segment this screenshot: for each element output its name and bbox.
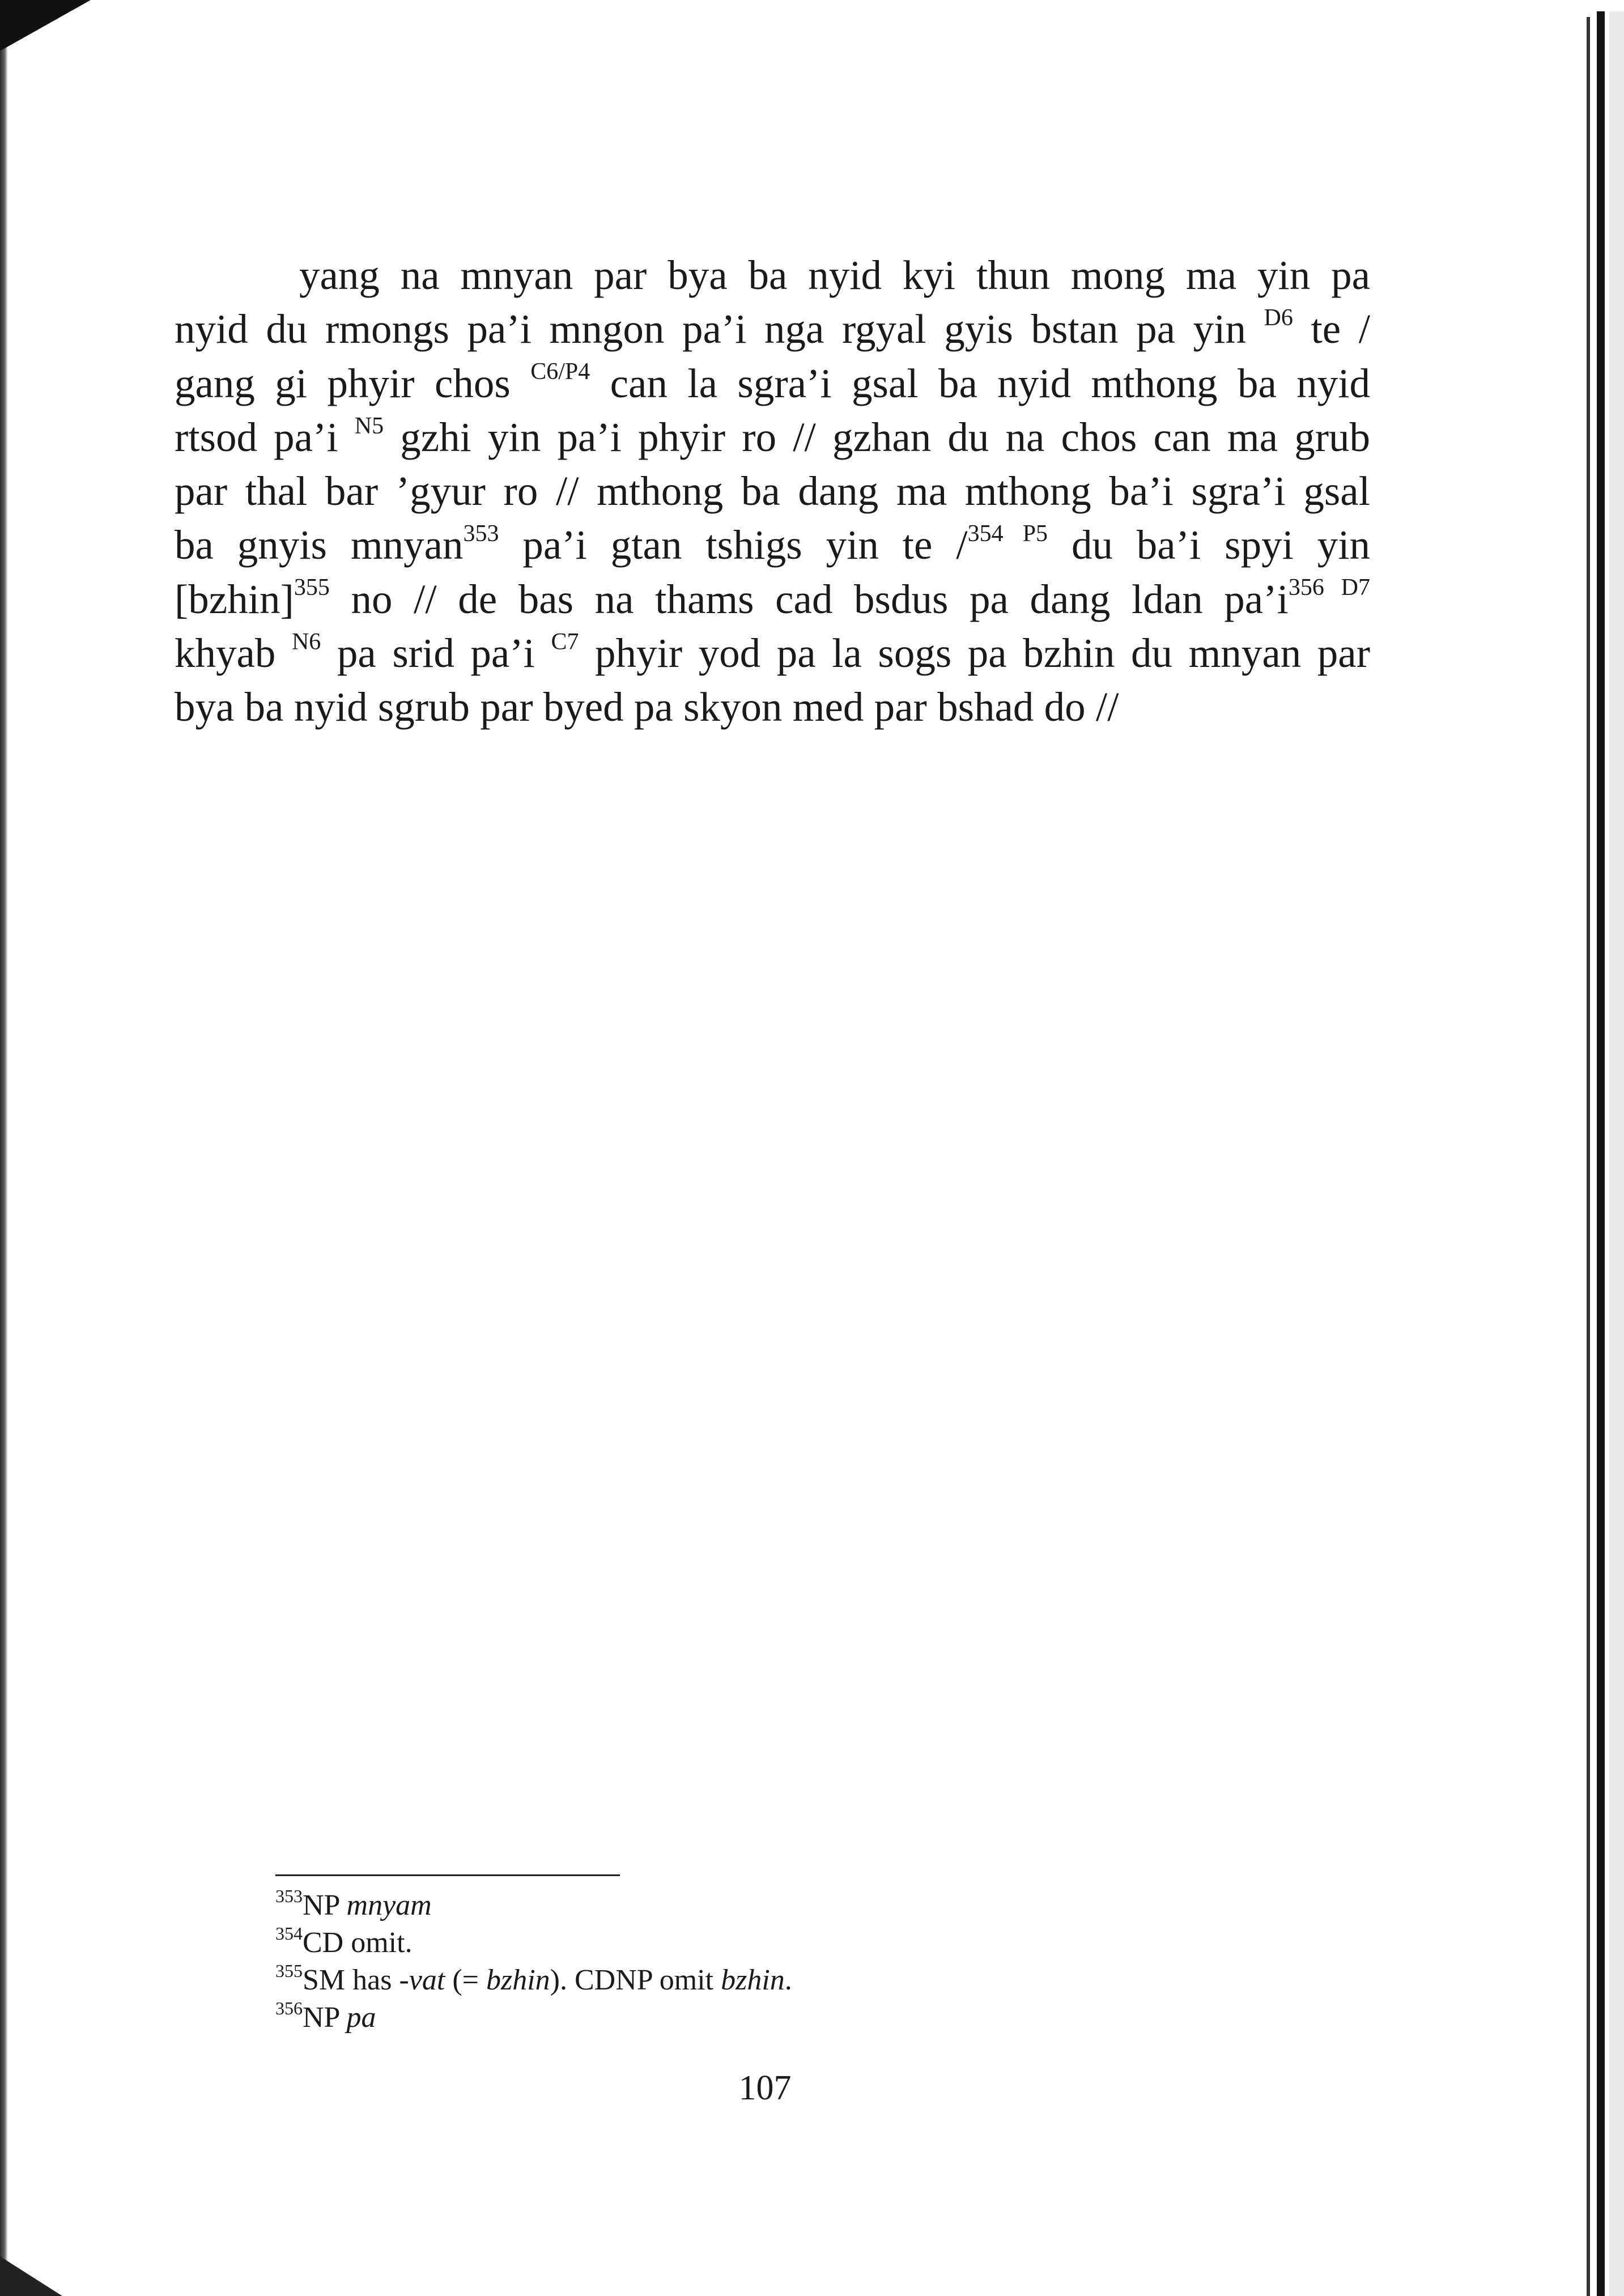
body-line-text: khyab [175,630,276,677]
footnote-variant: -vat [399,1964,445,1996]
footnote-text: (= [445,1964,486,1996]
footnote-separator [275,1874,620,1876]
footnote-number: 355 [275,1960,303,1981]
body-line-text: rtsod pa’i [175,414,338,460]
body-line-text: gzhi yin pa’i phyir ro // gzhan du na chos can ma grub [400,414,1371,460]
main-paragraph [175,248,1370,734]
body-line-text: par thal bar ’gyur ro // mthong ba dang ma mthong ba’i sgra’i gsal [175,468,1370,515]
body-line [175,302,1370,356]
footnote-number: 354 [275,1923,303,1944]
footnote-ref: 356 D7 [1288,575,1371,601]
body-line-text: can la sgra’i gsal ba nyid mthong ba nyid [610,360,1371,406]
body-line [175,464,1370,518]
body-line [175,626,1370,680]
body-line [175,680,1370,734]
footnote-ref: 354 P5 [967,521,1048,547]
footnote-number: 356 [275,1997,303,2018]
scan-edge-right-line [1587,17,1590,2296]
footnote-text: ). CDNP omit [550,1964,721,1996]
edition-marker: N5 [354,413,384,439]
footnote-number: 353 [275,1885,303,1906]
body-line-text: pa’i gtan tshigs yin te / [522,522,968,568]
footnote-variant: bzhin [721,1964,785,1996]
footnote [275,1887,1069,1924]
scan-corner-bottom-left [0,2256,62,2296]
footnote-variant: bzhin [486,1964,550,1996]
page-number: 107 [738,2069,792,2107]
body-line-text: yang na mnyan par bya ba nyid kyi thun mong ma yin pa [299,252,1370,298]
footnote-ref: 355 [294,575,330,601]
footnote-text: SM has [303,1964,399,1996]
footnote [275,1924,1069,1962]
body-line-text: [bzhin] [175,576,294,622]
body-line-text: bya ba nyid sgrub par byed pa skyon med par bshad do // [175,684,1119,730]
footnotes [275,1887,1069,2036]
body-line [175,572,1370,626]
body-line-text: te / [1311,306,1370,352]
body-line-text: pa srid pa’i [337,630,535,677]
body-line [175,248,1370,302]
edition-marker: D6 [1264,304,1293,331]
footnote [275,1962,1069,1999]
body-line-text: du ba’i spyi yin [1071,522,1371,568]
body-line-text: no // de bas na thams cad bsdus pa dang ldan pa’i [351,576,1289,622]
body-line [175,410,1370,464]
body-line-text: gang gi phyir chos [175,360,511,406]
edition-marker: N6 [291,628,321,655]
footnote [275,1999,1069,2036]
edition-marker: C6/P4 [530,359,590,385]
body-line-text: ba gnyis mnyan [175,522,464,568]
footnote-text: NP [303,1889,347,1921]
footnote-ref: 353 [463,521,499,547]
footnote-variant: mnyam [346,1889,432,1921]
footnote-text: NP [303,2001,347,2034]
footnote-text: . [784,1964,792,1996]
scan-corner-top-left [0,0,91,51]
body-line [175,518,1370,572]
footnote-variant: pa [346,2001,376,2034]
scan-edge-right-margin [1609,11,1624,2296]
body-line-text: phyir yod pa la sogs pa bzhin du mnyan par [595,630,1371,677]
edition-marker: C7 [551,628,579,655]
footnote-text: CD omit. [303,1927,413,1959]
body-line-text: nyid du rmongs pa’i mngon pa’i nga rgyal gyis bstan pa yin [175,306,1246,352]
scan-edge-right-band [1597,11,1605,2296]
scan-edge-left [0,0,8,2296]
body-line [175,356,1370,410]
